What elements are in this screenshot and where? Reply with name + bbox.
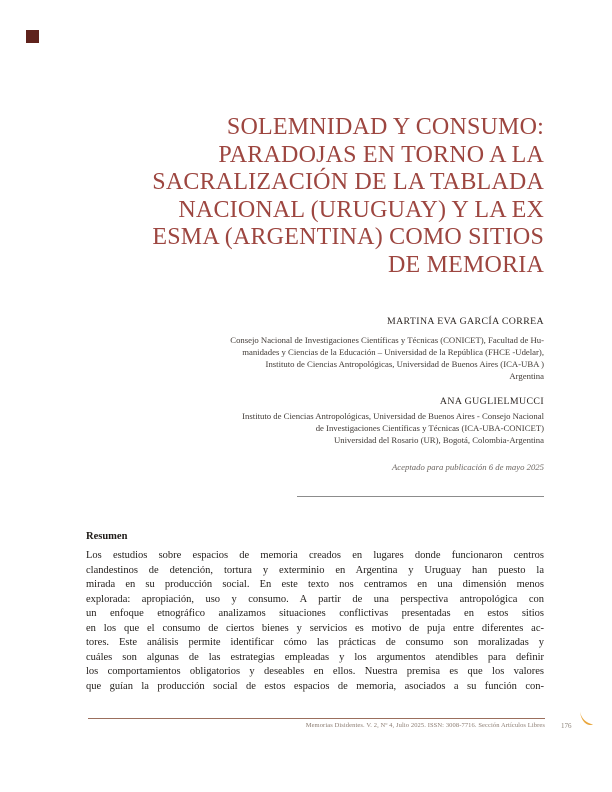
- divider-line: [297, 496, 544, 497]
- abstract-line: mirada en su producción social. En este texto nos centramos en una dimensión menos: [86, 579, 544, 590]
- abstract-line: explorada: apropiación, uso y consumo. A partir de una perspectiva antropológica con: [86, 593, 544, 605]
- abstract-line: cuáles son algunas de las estrategias empleadas y los argumentos atendibles para definir: [86, 651, 544, 663]
- author-block-1: [68, 316, 544, 382]
- article-title-line: PARADOJAS EN TORNO A LA: [218, 141, 544, 168]
- abstract-line: los comportamientos obligatorios y deseables en ellos. Nuestra premisa es que los valores: [86, 666, 544, 677]
- author-affiliation-line: de Investigaciones Científicas y Técnicas (ICA-UBA-CONICET): [315, 423, 544, 433]
- accepted-note: Aceptado para publicación 6 de mayo 2025: [391, 462, 544, 472]
- article-title-line: DE MEMORIA: [388, 251, 544, 278]
- abstract-line: tores. Este análisis permite identificar cómo las prácticas de consumo son moralizadas y: [86, 637, 544, 648]
- author-affiliation-line: Consejo Nacional de Investigaciones Científicas y Técnicas (CONICET), Facultad de Hu-: [230, 335, 544, 345]
- author-block-2: [68, 396, 544, 446]
- abstract-line: en los que el consumo de ciertos bienes y servicios es motivo de puja entre diferentes ac-: [86, 622, 544, 634]
- article-title-line: ESMA (ARGENTINA) COMO SITIOS: [152, 224, 544, 251]
- footer-journal-line: Memorias Disidentes. V. 2, Nº 4, Julio 2025. ISSN: 3008-7716. Sección Artículos Libres: [305, 722, 545, 729]
- author-name: MARTINA EVA GARCÍA CORREA: [386, 316, 544, 327]
- abstract: [86, 549, 544, 694]
- article-title-line: SOLEMNIDAD Y CONSUMO:: [226, 114, 544, 140]
- author-affiliation-line: Argentina: [509, 371, 544, 381]
- article-title-line: SACRALIZACIÓN DE LA TABLADA: [152, 169, 544, 196]
- abstract-line: un enfoque etnográfico analizamos situaciones conflictivas presentadas en estos sitios: [86, 608, 544, 619]
- abstract-line: que guían la producción social de estos espacios de memoria, asociados a su función con-: [86, 680, 544, 692]
- corner-mark: [26, 30, 39, 43]
- author-affiliation-line: manidades y Ciencias de la Educación – Universidad de la República (FHCE -Udelar),: [242, 347, 544, 357]
- footer-rule: [88, 718, 545, 719]
- page-number: 176: [561, 722, 572, 730]
- author-affiliation-line: Instituto de Ciencias Antropológicas, Universidad de Buenos Aires (ICA-UBA ): [265, 359, 544, 369]
- author-name: ANA GUGLIELMUCCI: [439, 396, 544, 407]
- abstract-heading: Resumen: [86, 531, 128, 542]
- author-affiliation-line: Instituto de Ciencias Antropológicas, Universidad de Buenos Aires - Consejo Nacional: [242, 411, 544, 421]
- article-title: [68, 114, 544, 280]
- journal-swoosh-icon: [576, 710, 598, 731]
- author-affiliation-line: Universidad del Rosario (UR), Bogotá, Colombia-Argentina: [334, 435, 544, 445]
- abstract-line: clandestinos de detención, tortura y exterminio en Argentina y Uruguay han puesto la: [86, 564, 544, 576]
- abstract-line: Los estudios sobre espacios de memoria creados en lugares donde funcionaron centros: [86, 550, 544, 561]
- article-title-line: NACIONAL (URUGUAY) Y LA EX: [178, 196, 544, 223]
